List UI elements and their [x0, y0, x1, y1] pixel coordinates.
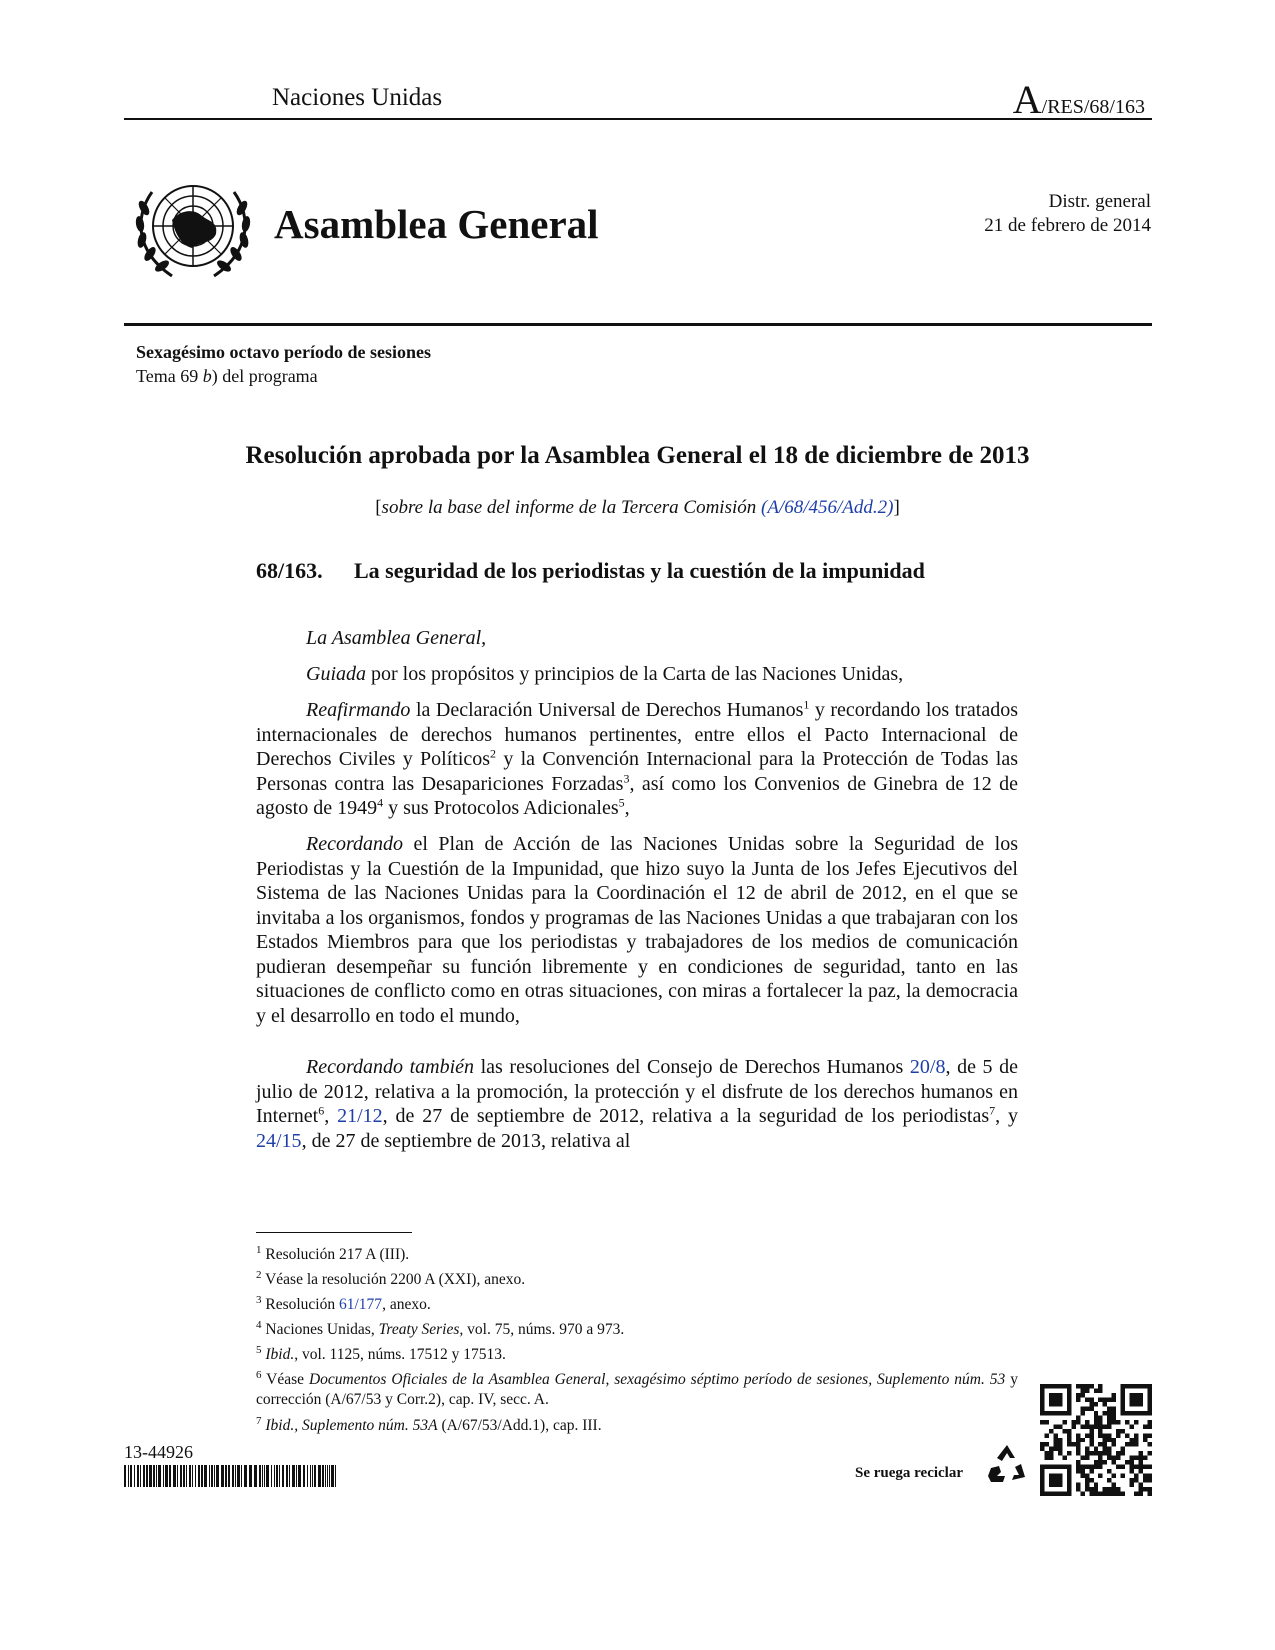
paragraph-recalling-also-text-b: , de 5 de julio de 2012, relativa a la promoción, la protección y el disfrute de los derechos humanos en Internet — [256, 1056, 1018, 1127]
footnote-7 — [256, 1413, 1018, 1438]
session-title: Sexagésimo octavo período de sesiones — [136, 342, 431, 362]
footnote-5 — [256, 1342, 1018, 1367]
footnote-text: Resolución 217 A (III). — [261, 1246, 410, 1263]
paragraph-reaffirming-text-b: y recordando los tratados internacionales de derechos humanos pertinentes, entre ellos el Pacto Internacional de Derechos Civiles y Políticos — [256, 699, 1019, 770]
footnotes — [256, 1242, 1018, 1438]
footnote-ref-7: 7 — [989, 1103, 996, 1118]
footnote-text: Véase la resolución 2200 A (XXI), anexo. — [261, 1271, 526, 1288]
agenda-item-suffix: ) del programa — [211, 366, 318, 386]
footnote-ref-1: 1 — [803, 697, 810, 712]
paragraph-recalling — [256, 832, 1018, 1028]
paragraph-reaffirming — [256, 698, 1018, 821]
basis-close-bracket: ] — [893, 497, 900, 518]
organ-title: Asamblea General — [274, 201, 599, 247]
footnote-number: 2 — [256, 1268, 262, 1281]
footnote-rule — [256, 1232, 412, 1233]
distribution-block — [984, 190, 1151, 238]
resolution-heading — [256, 556, 936, 585]
paragraph-reaffirming-lead: Reafirmando — [306, 699, 411, 721]
footnote-number: 7 — [256, 1414, 262, 1427]
footnote-text: Resolución — [261, 1296, 339, 1313]
footnote-text: , vol. 1125, núms. 17512 y 17513. — [294, 1346, 506, 1363]
paragraph-recalling-also-text-d: , de 27 de septiembre de 2012, relativa a la seguridad de los periodistas — [382, 1105, 990, 1127]
paragraph-reaffirming-text-d: , así como los Convenios de Ginebra de 12 de agosto de 1949 — [256, 772, 1019, 819]
footnote-italic: Ibid., Suplemento núm. 53A — [265, 1417, 438, 1434]
un-emblem-icon — [132, 172, 254, 284]
footnote-italic: Ibid. — [265, 1346, 295, 1363]
agenda-item — [136, 364, 431, 388]
footnote-number: 1 — [256, 1243, 262, 1256]
committee-report-link[interactable]: (A/68/456/Add.2) — [761, 497, 894, 518]
footnote-text: y corrección (A/67/53 y Corr.2), cap. IV, secc. A. — [256, 1371, 1018, 1408]
footnote-2 — [256, 1267, 1018, 1292]
paragraph-reaffirming-text-e: y sus Protocolos Adicionales — [383, 797, 619, 819]
resolution-61-177-link[interactable]: 61/177 — [339, 1296, 383, 1313]
preamble-subject — [256, 626, 1018, 651]
footnote-italic: Treaty Series, — [378, 1321, 464, 1338]
document-number: 13-44926 — [124, 1442, 193, 1462]
footnote-ref-2: 2 — [490, 746, 497, 761]
footnote-ref-5: 5 — [618, 795, 625, 810]
footnote-3 — [256, 1292, 1018, 1317]
resolution-title: Resolución aprobada por la Asamblea General el 18 de diciembre de 2013 — [245, 442, 1030, 469]
agenda-item-letter: b — [202, 366, 212, 386]
paragraph-guided — [256, 662, 1018, 687]
barcode-icon — [124, 1465, 336, 1487]
paragraph-reaffirming-text-a: la Declaración Universal de Derechos Humanos — [410, 699, 804, 721]
footnote-text: Véase — [261, 1371, 309, 1388]
recycle-icon — [985, 1442, 1029, 1486]
resolution-24-15-link[interactable]: 24/15 — [256, 1129, 302, 1152]
footnote-4 — [256, 1317, 1018, 1342]
agenda-item-prefix: Tema 69 — [136, 366, 203, 386]
masthead-rule — [124, 323, 1152, 326]
footnote-ref-4: 4 — [377, 795, 384, 810]
footnote-number: 4 — [256, 1318, 262, 1331]
recycle-label: Se ruega reciclar — [855, 1465, 964, 1481]
resolution-basis — [0, 497, 1275, 519]
resolution-number: 68/163. — [256, 558, 323, 583]
paragraph-guided-lead: Guiada — [306, 663, 366, 685]
paragraph-recalling-also-lead: Recordando también — [306, 1056, 475, 1078]
basis-text: sobre la base del informe de la Tercera Comisión — [381, 497, 761, 518]
paragraph-reaffirming-text-c: y la Convención Internacional para la Protección de Todas las Personas contra las Desapariciones Forzadas — [256, 748, 1019, 795]
document-symbol-rest: /RES/68/163 — [1041, 96, 1145, 118]
footnote-text: Naciones Unidas, — [261, 1321, 379, 1338]
resolution-20-8-link[interactable]: 20/8 — [909, 1056, 946, 1078]
footnote-ref-3: 3 — [623, 770, 630, 785]
footnote-1 — [256, 1242, 1018, 1267]
footnote-6 — [256, 1370, 1018, 1410]
footnote-number: 6 — [256, 1368, 262, 1381]
footnote-number: 3 — [256, 1293, 262, 1306]
paragraph-guided-text: por los propósitos y principios de la Carta de las Naciones Unidas, — [366, 663, 904, 685]
footnote-text: , anexo. — [382, 1296, 431, 1313]
paragraph-recalling-also-text-e: , y — [995, 1105, 1019, 1127]
session-info — [136, 340, 431, 388]
footnote-number: 5 — [256, 1343, 262, 1356]
qr-code-icon — [1040, 1384, 1152, 1496]
paragraph-reaffirming-text-f: , — [624, 797, 630, 819]
basis-open-bracket: [ — [375, 497, 382, 518]
paragraph-recalling-lead: Recordando — [306, 833, 404, 855]
preamble-subject-text: La Asamblea General, — [306, 627, 487, 649]
document-date: 21 de febrero de 2014 — [984, 215, 1151, 236]
footnote-text: (A/67/53/Add.1), cap. III. — [437, 1417, 602, 1434]
paragraph-recalling-also — [256, 1055, 1018, 1153]
footnote-ref-6: 6 — [318, 1103, 325, 1118]
footnote-text: vol. 75, núms. 970 a 973. — [463, 1321, 625, 1338]
resolution-heading-text: La seguridad de los periodistas y la cuestión de la impunidad — [354, 558, 925, 583]
header-organization: Naciones Unidas — [272, 84, 443, 111]
paragraph-recalling-also-text-f: , de 27 de septiembre de 2013, relativa al — [301, 1129, 631, 1152]
paragraph-recalling-also-text-a: las resoluciones del Consejo de Derechos Humanos — [474, 1056, 910, 1078]
header-rule — [124, 118, 1152, 120]
resolution-21-12-link[interactable]: 21/12 — [337, 1105, 383, 1127]
document-symbol — [1013, 76, 1145, 123]
distribution-label: Distr. general — [1048, 191, 1151, 212]
paragraph-recalling-text: el Plan de Acción de las Naciones Unidas sobre la Seguridad de los Periodistas y la Cuestión de la Impunidad, que hizo suyo la Junta de los Jefes Ejecutivos del Sistema de las Naciones Unidas para la Coordinación el 12 de abril de 2012, en el que se invitaba a los organismos, fondos y programas de las Naciones Unidas a que trabajaran con los Estados Miembros para que los periodistas y trabajadores de los medios de comunicación pudieran desempeñar su función libremente y en condiciones de seguridad, tanto en las situaciones de conflicto como en otras situaciones, con miras a fortalecer la paz, la democracia y el desarrollo en todo el mundo, — [256, 833, 1018, 1027]
document-symbol-letter: A — [1012, 77, 1042, 122]
paragraph-recalling-also-text-c: , — [324, 1105, 338, 1127]
footnote-italic: Documentos Oficiales de la Asamblea General, sexagésimo séptimo período de sesiones, Suplemento núm. 53 — [308, 1371, 1006, 1388]
